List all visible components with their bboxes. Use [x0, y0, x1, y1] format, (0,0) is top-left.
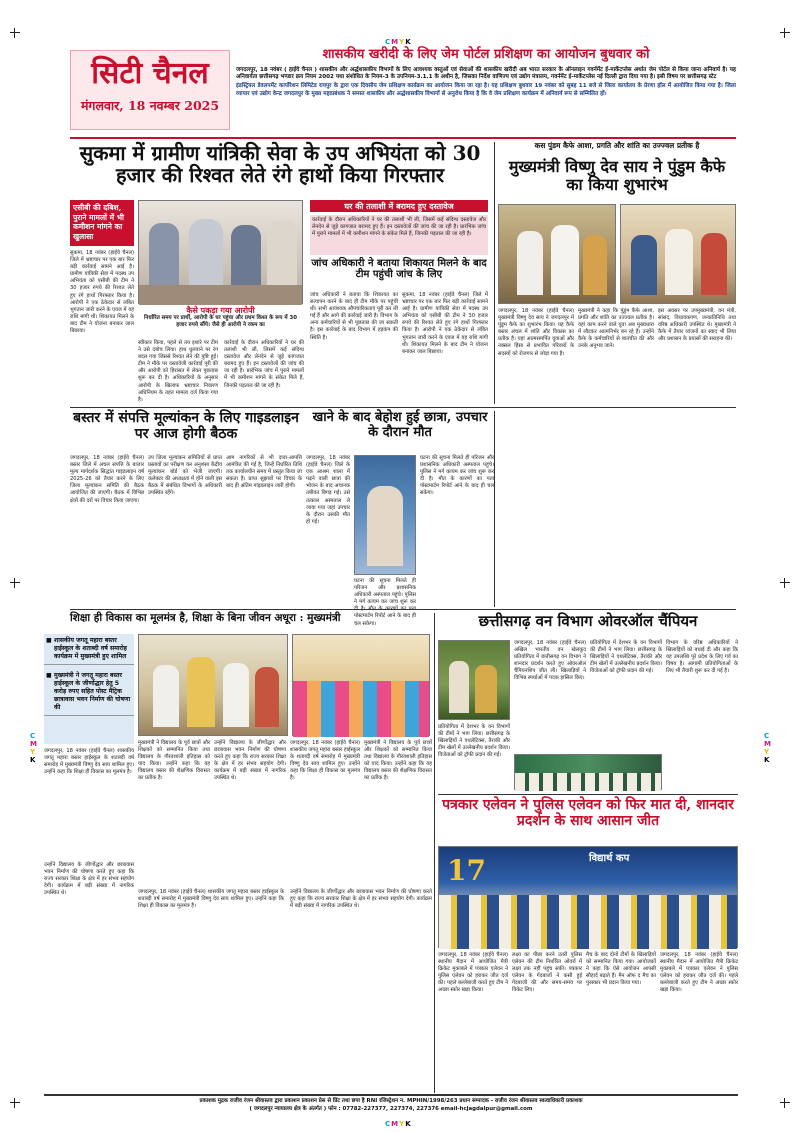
story4-text-col3: घटना की सूचना मिलते ही परिजन और प्रशासनिक अधिकारी अस्पताल पहुंचे। पुलिस ने मर्ग कायम कर जांच शुरू कर दी है। मौत के कारणों का पता पोस्टमार्टम रिपोर्ट आने के बाद ही चल सकेगा। — [420, 455, 494, 497]
masthead-date: मंगलवार, 18 नवम्बर 2025 — [80, 97, 220, 113]
person-figure — [187, 657, 215, 727]
story7-headline: पत्रकार एलेवन ने पुलिस एलेवन को फिर मात दी, शानदार प्रदर्शन के साथ आसान जीत — [442, 797, 734, 829]
story1-headline: सुकमा में ग्रामीण यांत्रिकी सेवा के उप अभियंता को 30 हजार की रिश्वत लेते रंगे हाथों किया गिरफ्तार — [79, 141, 481, 188]
column-divider — [494, 142, 495, 404]
story1-caption-body: निर्धारित समय पर प्रार्थी, आरोपी के घर पहुंचा और प्रथम किश्त के रूप में 30 हजार रुपये सौंपे। जैसे ही आरोपी ने रकम का — [144, 314, 297, 328]
story1-text-col1: सुकमा, 18 नवंबर (हाईवे चैनल) जिले में भ्रष्टाचार पर एक बार फिर बड़ी कार्रवाई सामने आई है। ग्रामीण यांत्रिकी सेवा में पदस्थ उप अभियंता को एसीबी की टीम ने 30 हजार रुपये की रिश्वत लेते हुए रंगे हाथों गिरफ्तार किया है। आरोपी ने एक ठेकेदार से लंबित भुगतान जारी करने के एवज में यह राशि मांगी थी। शिकायत मिलने के बाद टीम ने योजना बनाकर जाल बिछाया। — [70, 250, 134, 335]
story5-text-col2: मुख्यमंत्री ने विद्यालय के पूर्व छात्रों और शिक्षकों को सम्मानित किया तथा विद्यालय के गौरवशाली इतिहास को याद किया। उन्होंने कहा कि यह विद्यालय बस्तर की शैक्षणिक विरासत का प्रतीक है। — [138, 740, 210, 782]
story1-text-col2: स्वीकार किया, पहले से तय इशारे पर टीम ने उसे दबोच लिया। हाथ धुलवाने पर रंग बदल गया जिससे रिश्वत लेने की पुष्टि हुई। टीम ने मौके पर दस्तावेजी कार्रवाई पूरी की और आरोपी को हिरासत में लेकर पूछताछ शुरू कर दी है। अधिकारियों के अनुसार आरोपी के खिलाफ भ्रष्टाचार निवारण अधिनियम के तहत मामला दर्ज किया गया है। — [138, 340, 218, 403]
registration-mark — [10, 1098, 20, 1108]
registration-mark — [780, 1098, 790, 1108]
masthead-title: सिटी चैनल — [91, 56, 209, 91]
story1-red-banner-text: घर की तलाशी में बरामद हुए दस्तावेज — [344, 201, 454, 211]
story4-photo — [354, 455, 416, 575]
lead-body-2: इंडस्ट्रियल डेवलपमेंट कार्पोरेशन लिमिटेड रायपुर के द्वारा एक दिवसीय जेम प्रशिक्षण कार्यक्रम का आयोजन किया जा रहा है। यह प्रशिक्षण बुधवार 19 नवंबर को सुबह 11 बजे से जिला कार्यालय के प्रेरणा हॉल में आयोजित किया गया है। जिला व्यापार एवं उद्योग केन्द्र जगदलपुर के मुख्य महाप्रबंधक ने समस्त शासकीय और अर्द्धशासकीय विभागों से अनुरोध किया है कि वे जेम प्रशिक्षण कार्यक्रम में अनिवार्य रूप से सम्मिलित हों। — [236, 83, 736, 97]
story1-text-tint: कार्रवाई के दौरान अधिकारियों ने घर की तलाशी भी ली, जिसमें कई संदिग्ध दस्तावेज और लेनदेन से जुड़े कागजात बरामद हुए हैं। इन दस्तावेजों की जांच की जा रही है। प्रारंभिक जांच में पुराने मामलों में भी कमीशन मांगने के संकेत मिले हैं, जिनकी पड़ताल की जा रही है। — [310, 215, 488, 255]
cmyk-bar-bottom: CMYK — [385, 1120, 412, 1128]
story2-kicker: कस पुंडम कैफे आशा, प्रगति और शांति का उज्ज्वल प्रतीक है — [534, 141, 700, 150]
story1-photo — [138, 200, 303, 304]
registration-mark — [780, 28, 790, 38]
story5-photo-2 — [292, 634, 430, 736]
masthead-divider — [70, 137, 736, 139]
story6-text-col1: जगदलपुर, 18 नवंबर (हाईवे चैनल) अखिल भारतीय वन खेलकूद प्रतियोगिता में छत्तीसगढ़ वन विभाग ने शानदार प्रदर्शन करते हुए ओवरऑल चैंपियनशिप जीत ली। खिलाड़ियों ने विभिन्न स्पर्धाओं में पदक हासिल किए। — [514, 640, 586, 682]
story3-headline-box — [70, 411, 302, 451]
person-figure — [701, 233, 727, 295]
story2-headline: मुख्यमंत्री विष्णु देव साय ने पुंडुम कैफे का किया शुभारंभ — [508, 157, 726, 194]
story1-caption — [138, 306, 303, 336]
person-figure — [665, 229, 693, 295]
person-figure — [449, 661, 469, 713]
story7-text-col4: जगदलपुर, 18 नवंबर (हाईवे चैनल) स्थानीय मैदान में आयोजित मैत्री क्रिकेट मुकाबले में पत्रकार एलेवन ने पुलिस एलेवन को हराकर जीत दर्ज की। पहले बल्लेबाजी करते हुए टीम ने अच्छा स्कोर खड़ा किया। — [660, 952, 738, 994]
footer-line-2: ( जगदलपुर न्यायालय क्षेत्र के अंतर्गत ) फोन : 07782-227377, 227374, 227376 email-hcjagdalpur@gmail.com — [249, 1106, 533, 1112]
story7-text-col1: जगदलपुर, 18 नवंबर (हाईवे चैनल) स्थानीय मैदान में आयोजित मैत्री क्रिकेट मुकाबले में पत्रकार एलेवन ने पुलिस एलेवन को हराकर जीत दर्ज की। पहले बल्लेबाजी करते हुए टीम ने अच्छा स्कोर खड़ा किया। — [438, 952, 508, 994]
story5-text-col8: उन्होंने विद्यालय के जीर्णोद्धार और छात्रावास भवन निर्माण की घोषणा करते हुए कहा कि राज्य सरकार शिक्षा के क्षेत्र में हर संभव सहयोग देगी। कार्यक्रम में बड़ी संख्या में नागरिक उपस्थित थे। — [290, 889, 432, 910]
column-divider — [434, 613, 435, 1093]
story6-photo-2 — [514, 754, 662, 790]
story5-photo-1 — [138, 634, 288, 736]
team-lineup — [515, 773, 661, 791]
story3-text-col2: उप जिला मूल्यांकन समितियों से प्राप्त प्रस्तावों का परीक्षण कर अनुशंसा केंद्रीय मूल्यांकन बोर्ड को भेजी जाएगी। कलेक्टर की अध्यक्षता में होने वाली इस बैठक में संबंधित विभागों के अधिकारी उपस्थित रहेंगे। — [148, 455, 222, 497]
story2-headline-box — [498, 158, 736, 200]
story1-sub-heading: जांच अधिकारी ने बताया शिकायत मिलने के बाद टीम पहुंची जांच के लिए — [311, 258, 487, 281]
person-figure — [153, 665, 179, 727]
story5-headline: शिक्षा ही विकास का मूलमंत्र है, शिक्षा के बिना जीवन अधूरा : मुख्यमंत्री — [70, 612, 341, 624]
person-figure — [475, 665, 497, 713]
story1-text-col5: सुकमा, 18 नवंबर (हाईवे चैनल) जिले में भ्रष्टाचार पर एक बार फिर बड़ी कार्रवाई सामने आई है। ग्रामीण यांत्रिकी सेवा में पदस्थ उप अभियंता को एसीबी की टीम ने 30 हजार रुपये की रिश्वत लेते हुए रंगे हाथों गिरफ्तार किया है। आरोपी ने एक ठेकेदार से लंबित भुगतान जारी करने के एवज में यह राशि मांगी थी। शिकायत मिलने के बाद टीम ने योजना बनाकर जाल बिछाया। — [402, 292, 488, 355]
cmyk-bar-right: C M Y K — [764, 732, 772, 764]
story6-headline: छत्तीसगढ़ वन विभाग ओवरऑल चैंपियन — [478, 612, 698, 630]
story3-text-col1: जगदलपुर, 18 नवंबर (हाईवे चैनल) बस्तर जिले में अचल संपत्ति के बाजार मूल्य मार्गदर्शक सिद्धांत गाइडलाइन वर्ष 2025-26 को तैयार करने के लिए जिला मूल्यांकन समिति की बैठक आयोजित की जाएगी। बैठक में विभिन्न क्षेत्रों की दरों पर विचार किया जाएगा। — [70, 455, 144, 504]
registration-mark — [780, 578, 790, 588]
story3-headline: बस्तर में संपत्ति मूल्यांकन के लिए गाइडलाइन पर आज होगी बैठक — [73, 410, 299, 442]
lead-story — [236, 48, 736, 134]
team-group — [439, 895, 737, 949]
story2-text-col2: मुख्यमंत्री ने कहा कि पुंडुम कैफे आशा, प्रगति और शांति का उज्ज्वल प्रतीक है। यहां काम करने वाले युवा अब मुख्यधारा में लौटकर आत्मनिर्भर बन रहे हैं। उन्होंने कैफे के कर्मचारियों से बातचीत की और उनके अनुभव जाने। — [578, 308, 654, 350]
column-divider — [494, 411, 495, 607]
story2-text-col3: इस अवसर पर उपमुख्यमंत्री, वन मंत्री, सांसद, विधायकगण, जनप्रतिनिधि तथा वरिष्ठ अधिकारी उपस्थित थे। मुख्यमंत्री ने कैफे में तैयार व्यंजनों का स्वाद भी लिया और प्रशासन के प्रयासों की सराहना की। — [658, 308, 736, 343]
story6-text-col3: विभाग के वरिष्ठ अधिकारियों ने खिलाड़ियों को बधाई दी और कहा कि यह उपलब्धि पूरे प्रदेश के लिए गर्व का विषय है। आगामी प्रतियोगिताओं के लिए भी तैयारी शुरू कर दी गई है। — [666, 640, 738, 675]
story1-sidebar — [70, 200, 134, 246]
story5-text-col4: जगदलपुर, 18 नवंबर (हाईवे चैनल) शासकीय जगतू महारा बस्तर हाईस्कूल के शताब्दी वर्ष समारोह में मुख्यमंत्री विष्णु देव साय शामिल हुए। उन्होंने कहा कि शिक्षा ही विकास का मूलमंत्र है। — [290, 740, 360, 782]
person-figure — [149, 223, 179, 293]
audience-crowd — [293, 681, 429, 737]
story5-headline-box — [70, 613, 430, 631]
person-figure — [367, 486, 403, 566]
story1-text-col3: कार्रवाई के दौरान अधिकारियों ने घर की तलाशी भी ली, जिसमें कई संदिग्ध दस्तावेज और लेनदेन से जुड़े कागजात बरामद हुए हैं। इन दस्तावेजों की जांच की जा रही है। प्रारंभिक जांच में पुराने मामलों में भी कमीशन मांगने के संकेत मिले हैं, जिनकी पड़ताल की जा रही है। — [224, 340, 304, 389]
story1-text-col4: जांच अधिकारी ने बताया कि शिकायत का सत्यापन करने के बाद ही टीम मौके पर पहुंची थी। सभी आवश्यक औपचारिकताएं पूरी कर ली गई हैं और आगे की कार्रवाई जारी है। विभाग के अन्य कर्मचारियों से भी पूछताछ की जा सकती है। इस कार्रवाई के बाद विभाग में हड़कंप की स्थिति है। — [310, 292, 398, 341]
story2-photo-2 — [620, 204, 736, 304]
story3-text-col3: आम नागरिकों से भी दावा-आपत्ति आमंत्रित की गई है, जिन्हें निर्धारित तिथि तक कार्यालयीन समय में प्रस्तुत किया जा सकता है। प्राप्त सुझावों पर विचार के बाद ही अंतिम गाइडलाइन जारी होगी। — [226, 455, 302, 490]
story7-photo-banner: विद्यार्थ कप — [589, 853, 630, 864]
person-figure — [631, 235, 657, 295]
story4-text-col1: जगदलपुर, 18 नवंबर (हाईवे चैनल) जिले के एक आश्रम शाला में पढ़ने वाली छात्रा की भोजन के बाद अचानक तबीयत बिगड़ गई। उसे तत्काल अस्पताल ले जाया गया जहां उपचार के दौरान उसकी मौत हो गई। — [306, 455, 350, 525]
story5-text-col7: जगदलपुर, 18 नवंबर (हाईवे चैनल) शासकीय जगतू महारा बस्तर हाईस्कूल के शताब्दी वर्ष समारोह में मुख्यमंत्री विष्णु देव साय शामिल हुए। उन्होंने कहा कि शिक्षा ही विकास का मूलमंत्र है। — [138, 889, 284, 910]
story4-text-col2: घटना की सूचना मिलते ही परिजन और प्रशासनिक अधिकारी अस्पताल पहुंचे। पुलिस ने मर्ग कायम कर जांच शुरू कर पोस्टमार्टम रिपोर्ट आने के बाद ही चल सकेगा। — [354, 578, 416, 627]
person-figure — [255, 667, 279, 727]
person-figure — [551, 225, 579, 295]
person-figure — [223, 663, 249, 727]
table-surface — [139, 285, 302, 305]
story7-photo — [438, 846, 738, 948]
masthead — [70, 50, 230, 130]
footer — [44, 1097, 738, 1119]
story1-headline-box — [70, 142, 490, 198]
story5-text-col1: जगदलपुर, 18 नवंबर (हाईवे चैनल) शासकीय जगतू महारा बस्तर हाईस्कूल के शताब्दी वर्ष समारोह में मुख्यमंत्री विष्णु देव साय शामिल हुए। उन्होंने कहा कि शिक्षा ही विकास का मूलमंत्र है। — [44, 748, 134, 776]
story5-text-col5: मुख्यमंत्री ने विद्यालय के पूर्व छात्रों और शिक्षकों को सम्मानित किया तथा विद्यालय के गौरवशाली इतिहास को याद किया। उन्होंने कहा कि यह विद्यालय बस्तर की शैक्षणिक विरासत का प्रतीक है। — [364, 740, 432, 782]
story7-text-col3: मैच के बाद दोनों टीमों के खिलाड़ियों को सम्मानित किया गया। आयोजकों ने कहा कि ऐसे आयोजन आपसी सौहार्द बढ़ाते हैं। मैन ऑफ द मैच का पुरस्कार भी प्रदान किया गया। — [586, 952, 656, 987]
story2-kicker-box — [498, 142, 736, 156]
lead-headline: शासकीय खरीदी के लिए जेम पोर्टल प्रशिक्षण का आयोजन बुधवार को — [322, 47, 650, 62]
story4-headline-box — [306, 411, 494, 451]
registration-mark — [10, 578, 20, 588]
story7-text-col2: लक्ष्य का पीछा करने उतरी पुलिस एलेवन की टीम निर्धारित ओवरों में लक्ष्य तक नहीं पहुंच सकी। पत्रकार एलेवन के गेंदबाजों ने कसी हुई गेंदबाजी की और समय-समय पर विकेट लिए। — [512, 952, 582, 994]
story1-sub-heading-box — [310, 258, 488, 290]
lead-body-1: जगदलपुर, 18 नवंबर ( हाईवे चैनल ) शासकीय और अर्द्धशासकीय विभागों के लिए आवश्यक वस्तुओं एवं सेवाओं की शासकीय खरीदी अब भारत सरकार के ऑनलाइन गवर्नमेंट ई-मार्केटप्लेस अर्थात जेम पोर्टल से किया जाना अनिवार्य है। यह अनिवार्यता छत्तीसगढ़ भण्डार क्रय नियम 2002 यथा संशोधित के नियम-3 के उपनियम-3.1.1 के अधीन है, जिसका निर्देश वाणिज्य एवं उद्योग मंत्रालय, गवर्नमेंट ई-मार्केटप्लेस नई दिल्ली द्वारा दिया गया है। इसी विषय पर छत्तीसगढ़ स्टेट — [236, 66, 736, 80]
story5-bullet-1: ■ शासकीय जगतू महारा बस्तर हाईस्कूल के शताब्दी वर्ष समारोह कार्यक्रम में मुख्यमंत्री हुए शामिल — [44, 634, 134, 665]
story1-sidebar-title: एसीबी की दबिश, पुराने मामलों में भी कमीशन मांगने का खुलासा — [73, 203, 124, 241]
person-figure — [517, 231, 543, 295]
story6-text-col2: प्रतियोगिता में देशभर के वन विभागों की टीमों ने भाग लिया। छत्तीसगढ़ के खिलाड़ियों ने एथलेटिक्स, तैराकी और टीम खेलों में उल्लेखनीय प्रदर्शन किया। विजेताओं को ट्रॉफी प्रदान की गई। — [590, 640, 662, 675]
registration-mark — [10, 28, 20, 38]
story6-photo-1 — [438, 640, 510, 720]
story5-bullets — [44, 634, 134, 744]
footer-divider — [44, 1094, 738, 1096]
story2-text-col1: जगदलपुर, 18 नवंबर (हाईवे चैनल) मुख्यमंत्री विष्णु देव साय ने जगदलपुर में पुंडुम कैफे का शुभारंभ किया। यह कैफे बस्तर अंचल में शांति और विकास का प्रतीक है। यहां आत्मसमर्पित युवाओं और नक्सल हिंसा से प्रभावित परिवारों के सदस्यों को रोजगार से जोड़ा गया है। — [498, 308, 574, 357]
story2-photo-1 — [498, 204, 616, 304]
story5-text-col3: उन्होंने विद्यालय के जीर्णोद्धार और छात्रावास भवन निर्माण की घोषणा करते हुए कहा कि राज्य सरकार शिक्षा के क्षेत्र में हर संभव सहयोग देगी। कार्यक्रम में बड़ी संख्या में नागरिक उपस्थित थे। — [214, 740, 286, 782]
section-divider — [438, 794, 738, 795]
person-figure — [583, 235, 607, 295]
story7-photo-number: 17 — [447, 854, 486, 887]
section-divider — [70, 609, 736, 610]
story6-headline-box — [438, 613, 738, 637]
cmyk-bar-top: CMYK — [385, 38, 412, 46]
story5-text-col6: उन्होंने विद्यालय के जीर्णोद्धार और छात्रावास भवन निर्माण की घोषणा करते हुए कहा कि राज्य सरकार शिक्षा के क्षेत्र में हर संभव सहयोग देगी। कार्यक्रम में बड़ी संख्या में नागरिक उपस्थित थे। — [44, 862, 134, 897]
story1-red-banner — [310, 200, 488, 212]
story4-headline: खाने के बाद बेहोश हुई छात्रा, उपचार के दौरान मौत — [312, 410, 488, 440]
story6-text-col4: प्रतियोगिता में देशभर के वन विभागों की टीमों ने भाग लिया। छत्तीसगढ़ के खिलाड़ियों ने एथलेटिक्स, तैराकी और टीम खेलों में उल्लेखनीय प्रदर्शन किया। विजेताओं को ट्रॉफी प्रदान की गई। — [438, 724, 510, 759]
story7-headline-box — [438, 798, 738, 842]
story5-bullet-2: ■ मुख्यमंत्री ने जगतू महारा बस्तर हाईस्कूल के जीर्णोद्धार हेतु 5 करोड़ रुपए सहित पोस्ट मैट्रिक छात्रावास भवन निर्माण की घोषणा की — [44, 669, 134, 716]
section-divider — [70, 407, 736, 408]
story1-caption-title: कैसे पकड़ा गया आरोपी — [186, 305, 255, 315]
cmyk-bar-left: C M Y K — [30, 732, 38, 764]
footer-line-1: प्रकाशक मुद्रक राजीव रंजन श्रीवास्तव द्वारा प्रकाशन प्रकाशन प्रेस से प्रिंट तथा छपा है RNI रजिस्ट्रेशन न. MPHIN/1998/263 प्रधान सम्पादक - राजीव रंजन श्रीवास्तव स्वत्वाधिकारी प्रकाशक — [199, 1098, 583, 1104]
